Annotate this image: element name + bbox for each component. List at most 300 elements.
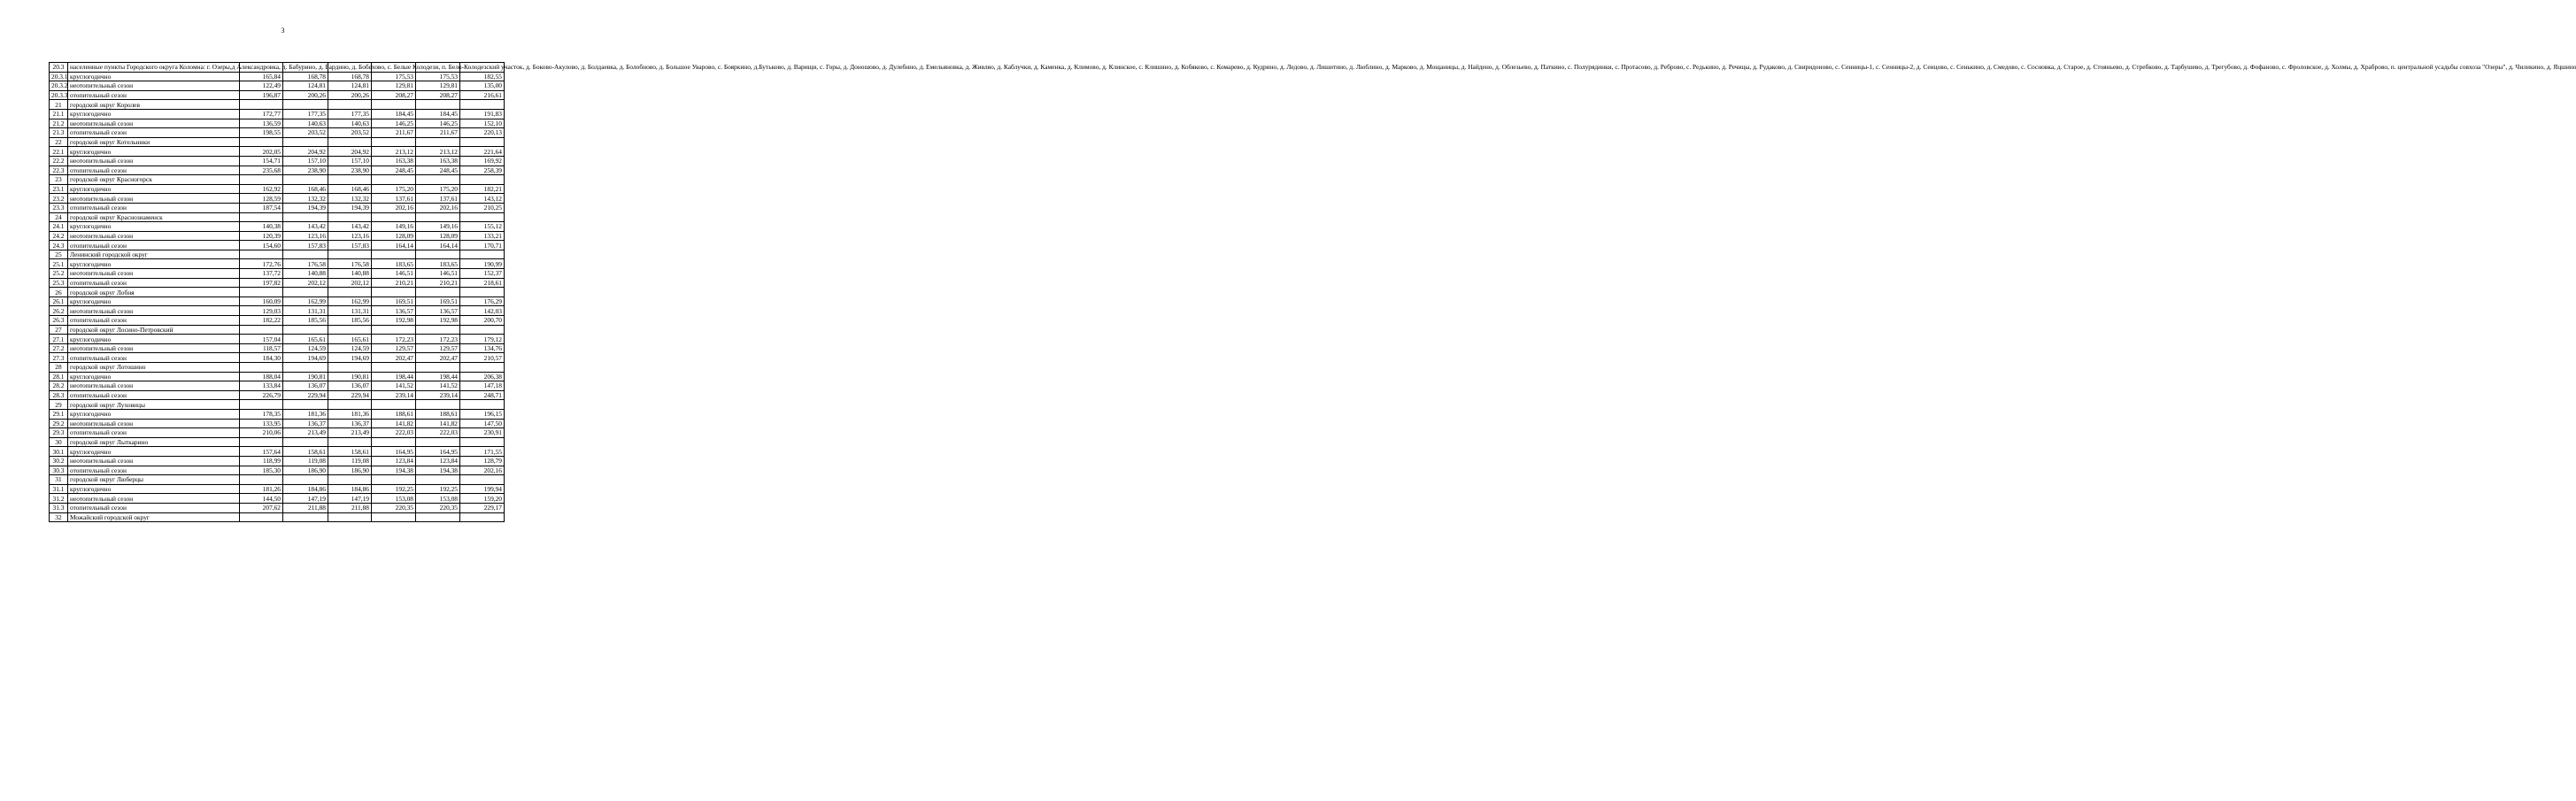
value-cell <box>372 250 416 259</box>
value-cell <box>283 475 328 485</box>
value-cell: 128,59 <box>240 194 283 204</box>
value-cell: 141,82 <box>416 419 460 428</box>
value-cell <box>372 512 416 522</box>
value-cell: 184,45 <box>372 109 416 119</box>
section-title: городской округ Краснознаменск <box>68 212 240 222</box>
value-cell <box>283 175 328 185</box>
value-cell: 154,60 <box>240 241 283 250</box>
value-cell: 152,10 <box>460 119 505 128</box>
value-cell <box>372 400 416 410</box>
value-cell: 186,90 <box>328 466 372 475</box>
row-number: 24.3 <box>50 241 68 250</box>
section-header-row <box>50 175 505 185</box>
value-cell <box>240 437 283 447</box>
row-number: 30.1 <box>50 447 68 457</box>
value-cell <box>460 212 505 222</box>
value-cell: 186,90 <box>283 466 328 475</box>
row-label: неотопительный сезон <box>68 231 240 241</box>
value-cell: 140,63 <box>328 119 372 128</box>
table-row <box>50 353 505 363</box>
row-number: 22 <box>50 137 68 147</box>
value-cell <box>240 250 283 259</box>
value-cell: 200,26 <box>283 90 328 100</box>
value-cell: 182,21 <box>460 184 505 194</box>
value-cell: 184,45 <box>416 109 460 119</box>
row-label: неотопительный сезон <box>68 156 240 166</box>
value-cell: 137,61 <box>416 194 460 204</box>
value-cell: 136,59 <box>240 119 283 128</box>
value-cell: 179,12 <box>460 335 505 344</box>
value-cell <box>372 100 416 110</box>
value-cell: 123,84 <box>372 456 416 466</box>
value-cell: 132,32 <box>283 194 328 204</box>
value-cell: 136,57 <box>416 306 460 316</box>
value-cell: 175,20 <box>372 184 416 194</box>
table-row <box>50 278 505 288</box>
value-cell: 194,38 <box>372 466 416 475</box>
table-row <box>50 222 505 232</box>
value-cell: 153,08 <box>372 494 416 504</box>
table-row <box>50 316 505 326</box>
row-label: круглогодично <box>68 109 240 119</box>
value-cell: 164,95 <box>372 447 416 457</box>
value-cell <box>328 100 372 110</box>
value-cell: 221,64 <box>460 147 505 157</box>
value-cell: 211,67 <box>372 128 416 138</box>
value-cell: 123,16 <box>328 231 372 241</box>
value-cell: 210,21 <box>416 278 460 288</box>
value-cell <box>240 475 283 485</box>
row-label: неотопительный сезон <box>68 194 240 204</box>
value-cell: 198,44 <box>416 372 460 381</box>
row-label: отопительный сезон <box>68 241 240 250</box>
value-cell: 124,81 <box>283 81 328 91</box>
section-title: городской округ Лобня <box>68 288 240 297</box>
value-cell: 160,09 <box>240 297 283 306</box>
row-number: 24.2 <box>50 231 68 241</box>
value-cell: 185,56 <box>328 316 372 326</box>
value-cell <box>460 400 505 410</box>
table-row <box>50 147 505 157</box>
table-row <box>50 466 505 475</box>
row-label: неотопительный сезон <box>68 381 240 391</box>
value-cell: 168,78 <box>283 72 328 81</box>
value-cell: 133,84 <box>240 381 283 391</box>
value-cell: 143,12 <box>460 194 505 204</box>
value-cell: 190,99 <box>460 259 505 269</box>
row-label: неотопительный сезон <box>68 119 240 128</box>
row-label: отопительный сезон <box>68 466 240 475</box>
row-label: отопительный сезон <box>68 278 240 288</box>
row-number: 21.3 <box>50 128 68 138</box>
value-cell: 140,63 <box>283 119 328 128</box>
row-number: 32 <box>50 512 68 522</box>
row-label: отопительный сезон <box>68 203 240 212</box>
table-row <box>50 447 505 457</box>
row-label: круглогодично <box>68 372 240 381</box>
value-cell: 118,99 <box>240 456 283 466</box>
value-cell: 165,84 <box>240 72 283 81</box>
row-number: 25.1 <box>50 259 68 269</box>
section-title: городской округ Котельники <box>68 137 240 147</box>
value-cell: 137,72 <box>240 269 283 279</box>
row-number: 20.3.3 <box>50 90 68 100</box>
table-row <box>50 81 505 91</box>
value-cell: 124,81 <box>328 81 372 91</box>
row-number: 30.3 <box>50 466 68 475</box>
value-cell: 203,52 <box>283 128 328 138</box>
value-cell: 157,10 <box>328 156 372 166</box>
value-cell: 147,50 <box>460 419 505 428</box>
row-number: 25 <box>50 250 68 259</box>
section-title: городской округ Лосино-Петровский <box>68 325 240 335</box>
row-number: 28.1 <box>50 372 68 381</box>
value-cell: 155,12 <box>460 222 505 232</box>
value-cell <box>416 100 460 110</box>
value-cell: 196,15 <box>460 409 505 419</box>
value-cell: 137,61 <box>372 194 416 204</box>
value-cell <box>416 400 460 410</box>
value-cell: 128,09 <box>372 231 416 241</box>
value-cell: 124,59 <box>283 343 328 353</box>
value-cell: 159,20 <box>460 494 505 504</box>
value-cell: 128,09 <box>416 231 460 241</box>
row-label: отопительный сезон <box>68 503 240 512</box>
row-number: 27.1 <box>50 335 68 344</box>
value-cell: 134,76 <box>460 343 505 353</box>
value-cell: 140,38 <box>240 222 283 232</box>
value-cell <box>240 325 283 335</box>
row-label: отопительный сезон <box>68 428 240 438</box>
value-cell <box>372 475 416 485</box>
row-number: 21.2 <box>50 119 68 128</box>
value-cell: 157,83 <box>283 241 328 250</box>
value-cell: 119,08 <box>328 456 372 466</box>
value-cell: 222,03 <box>372 428 416 438</box>
value-cell: 213,12 <box>416 147 460 157</box>
value-cell: 171,55 <box>460 447 505 457</box>
value-cell: 198,55 <box>240 128 283 138</box>
value-cell: 248,45 <box>372 166 416 175</box>
value-cell <box>372 212 416 222</box>
table-row <box>50 241 505 250</box>
row-label: отопительный сезон <box>68 390 240 400</box>
value-cell: 136,37 <box>283 419 328 428</box>
value-cell: 172,76 <box>240 259 283 269</box>
value-cell <box>372 137 416 147</box>
page-number: 3 <box>281 27 285 35</box>
row-number: 31.1 <box>50 484 68 494</box>
row-label: круглогодично <box>68 222 240 232</box>
value-cell <box>328 325 372 335</box>
value-cell <box>283 212 328 222</box>
value-cell: 191,83 <box>460 109 505 119</box>
value-cell: 140,88 <box>328 269 372 279</box>
value-cell <box>416 437 460 447</box>
value-cell: 187,54 <box>240 203 283 212</box>
value-cell: 202,16 <box>416 203 460 212</box>
row-number: 29.1 <box>50 409 68 419</box>
value-cell: 163,38 <box>372 156 416 166</box>
row-label: отопительный сезон <box>68 128 240 138</box>
row-number: 29 <box>50 400 68 410</box>
value-cell: 147,19 <box>328 494 372 504</box>
value-cell <box>460 100 505 110</box>
value-cell: 235,68 <box>240 166 283 175</box>
value-cell: 220,13 <box>460 128 505 138</box>
value-cell <box>416 175 460 185</box>
value-cell <box>283 437 328 447</box>
value-cell: 132,32 <box>328 194 372 204</box>
value-cell: 218,61 <box>460 278 505 288</box>
value-cell <box>372 325 416 335</box>
value-cell: 188,04 <box>240 372 283 381</box>
row-number: 23 <box>50 175 68 185</box>
table-row <box>50 390 505 400</box>
row-number: 30.2 <box>50 456 68 466</box>
value-cell: 229,94 <box>283 390 328 400</box>
row-label: круглогодично <box>68 72 240 81</box>
value-cell: 210,25 <box>460 203 505 212</box>
section-title: городской округ Лыткарино <box>68 437 240 447</box>
table-row <box>50 306 505 316</box>
value-cell: 226,79 <box>240 390 283 400</box>
row-label: круглогодично <box>68 409 240 419</box>
table-row <box>50 297 505 306</box>
row-label: круглогодично <box>68 335 240 344</box>
value-cell: 211,67 <box>416 128 460 138</box>
section-header-row <box>50 250 505 259</box>
section-title: городской округ Люберцы <box>68 475 240 485</box>
value-cell <box>283 137 328 147</box>
value-cell: 136,57 <box>372 306 416 316</box>
section-title: городской округ Королев <box>68 100 240 110</box>
value-cell <box>240 212 283 222</box>
value-cell <box>328 400 372 410</box>
section-header-row <box>50 100 505 110</box>
value-cell: 143,42 <box>283 222 328 232</box>
value-cell: 141,82 <box>372 419 416 428</box>
table-row <box>50 269 505 279</box>
value-cell <box>240 363 283 373</box>
value-cell: 208,27 <box>372 90 416 100</box>
table-row <box>50 428 505 438</box>
value-cell: 220,35 <box>372 503 416 512</box>
value-cell: 238,90 <box>328 166 372 175</box>
value-cell: 146,51 <box>416 269 460 279</box>
section-header-row <box>50 363 505 373</box>
value-cell: 169,51 <box>416 297 460 306</box>
value-cell: 136,37 <box>328 419 372 428</box>
table-row <box>50 119 505 128</box>
table-row <box>50 90 505 100</box>
value-cell <box>460 288 505 297</box>
section-title: Ленинский городской округ <box>68 250 240 259</box>
table-row <box>50 109 505 119</box>
value-cell: 146,51 <box>372 269 416 279</box>
value-cell <box>416 512 460 522</box>
value-cell <box>328 288 372 297</box>
value-cell: 136,07 <box>328 381 372 391</box>
section-header-row <box>50 212 505 222</box>
table-row <box>50 456 505 466</box>
value-cell: 194,69 <box>283 353 328 363</box>
value-cell: 197,82 <box>240 278 283 288</box>
value-cell: 169,92 <box>460 156 505 166</box>
value-cell: 172,77 <box>240 109 283 119</box>
value-cell: 175,20 <box>416 184 460 194</box>
row-number: 20.3 <box>50 63 68 73</box>
value-cell: 192,25 <box>416 484 460 494</box>
value-cell: 204,92 <box>283 147 328 157</box>
tariff-table <box>49 62 2576 522</box>
value-cell: 204,92 <box>328 147 372 157</box>
table-row <box>50 503 505 512</box>
row-label: круглогодично <box>68 184 240 194</box>
table-row <box>50 184 505 194</box>
value-cell: 162,99 <box>283 297 328 306</box>
value-cell: 165,61 <box>283 335 328 344</box>
value-cell: 164,14 <box>416 241 460 250</box>
value-cell <box>460 437 505 447</box>
value-cell: 164,14 <box>372 241 416 250</box>
value-cell: 185,30 <box>240 466 283 475</box>
table-row <box>50 343 505 353</box>
row-number: 31.3 <box>50 503 68 512</box>
value-cell <box>283 288 328 297</box>
row-number: 22.2 <box>50 156 68 166</box>
value-cell: 216,61 <box>460 90 505 100</box>
value-cell: 229,17 <box>460 503 505 512</box>
value-cell: 133,21 <box>460 231 505 241</box>
value-cell: 192,25 <box>372 484 416 494</box>
value-cell <box>283 512 328 522</box>
row-label: отопительный сезон <box>68 166 240 175</box>
value-cell: 172,23 <box>372 335 416 344</box>
row-label: круглогодично <box>68 147 240 157</box>
value-cell: 124,59 <box>328 343 372 353</box>
value-cell: 175,53 <box>372 72 416 81</box>
row-label: неотопительный сезон <box>68 306 240 316</box>
table-row <box>50 372 505 381</box>
value-cell: 157,64 <box>240 447 283 457</box>
value-cell: 119,08 <box>283 456 328 466</box>
row-label: неотопительный сезон <box>68 419 240 428</box>
value-cell <box>416 475 460 485</box>
value-cell: 200,26 <box>328 90 372 100</box>
value-cell: 182,55 <box>460 72 505 81</box>
value-cell: 158,61 <box>283 447 328 457</box>
table-row <box>50 259 505 269</box>
row-number: 28.2 <box>50 381 68 391</box>
value-cell: 162,92 <box>240 184 283 194</box>
value-cell <box>240 400 283 410</box>
value-cell: 177,35 <box>283 109 328 119</box>
row-label: круглогодично <box>68 259 240 269</box>
value-cell: 192,98 <box>416 316 460 326</box>
value-cell: 146,25 <box>372 119 416 128</box>
value-cell: 133,95 <box>240 419 283 428</box>
row-number: 24.1 <box>50 222 68 232</box>
value-cell: 203,52 <box>328 128 372 138</box>
section-title: Можайский городской округ <box>68 512 240 522</box>
value-cell: 213,12 <box>372 147 416 157</box>
row-number: 28 <box>50 363 68 373</box>
section-title: городской округ Красногорск <box>68 175 240 185</box>
value-cell: 172,23 <box>416 335 460 344</box>
value-cell: 141,52 <box>416 381 460 391</box>
value-cell: 176,29 <box>460 297 505 306</box>
value-cell: 198,44 <box>372 372 416 381</box>
value-cell: 181,36 <box>283 409 328 419</box>
table-row <box>50 231 505 241</box>
section-title: городской округ Луховицы <box>68 400 240 410</box>
value-cell: 185,56 <box>283 316 328 326</box>
value-cell: 200,70 <box>460 316 505 326</box>
value-cell <box>328 175 372 185</box>
table-row <box>50 203 505 212</box>
value-cell: 149,16 <box>372 222 416 232</box>
row-number: 29.2 <box>50 419 68 428</box>
value-cell <box>283 325 328 335</box>
table-row <box>50 409 505 419</box>
value-cell: 229,94 <box>328 390 372 400</box>
value-cell <box>372 175 416 185</box>
table-row <box>50 335 505 344</box>
value-cell: 210,06 <box>240 428 283 438</box>
row-number: 31 <box>50 475 68 485</box>
row-label: неотопительный сезон <box>68 269 240 279</box>
table-row <box>50 419 505 428</box>
value-cell: 177,35 <box>328 109 372 119</box>
value-cell: 181,26 <box>240 484 283 494</box>
value-cell: 184,86 <box>283 484 328 494</box>
table-row <box>50 156 505 166</box>
value-cell: 123,84 <box>416 456 460 466</box>
value-cell: 176,58 <box>328 259 372 269</box>
value-cell <box>416 288 460 297</box>
value-cell: 192,98 <box>372 316 416 326</box>
value-cell <box>372 437 416 447</box>
value-cell: 147,19 <box>283 494 328 504</box>
value-cell: 131,31 <box>283 306 328 316</box>
value-cell: 202,05 <box>240 147 283 157</box>
row-number: 25.2 <box>50 269 68 279</box>
value-cell: 202,16 <box>460 466 505 475</box>
row-number: 25.3 <box>50 278 68 288</box>
value-cell: 129,57 <box>372 343 416 353</box>
value-cell: 190,81 <box>283 372 328 381</box>
row-number: 23.3 <box>50 203 68 212</box>
value-cell: 140,88 <box>283 269 328 279</box>
value-cell: 146,25 <box>416 119 460 128</box>
value-cell <box>416 137 460 147</box>
value-cell: 144,50 <box>240 494 283 504</box>
row-label: отопительный сезон <box>68 90 240 100</box>
row-number: 21 <box>50 100 68 110</box>
section-header-row <box>50 137 505 147</box>
value-cell: 157,10 <box>283 156 328 166</box>
value-cell: 122,49 <box>240 81 283 91</box>
value-cell: 129,03 <box>240 306 283 316</box>
table-row <box>50 128 505 138</box>
value-cell: 183,65 <box>416 259 460 269</box>
table-row <box>50 381 505 391</box>
section-title: городской округ Лотошино <box>68 363 240 373</box>
value-cell <box>328 512 372 522</box>
value-cell: 194,39 <box>328 203 372 212</box>
value-cell: 210,21 <box>372 278 416 288</box>
